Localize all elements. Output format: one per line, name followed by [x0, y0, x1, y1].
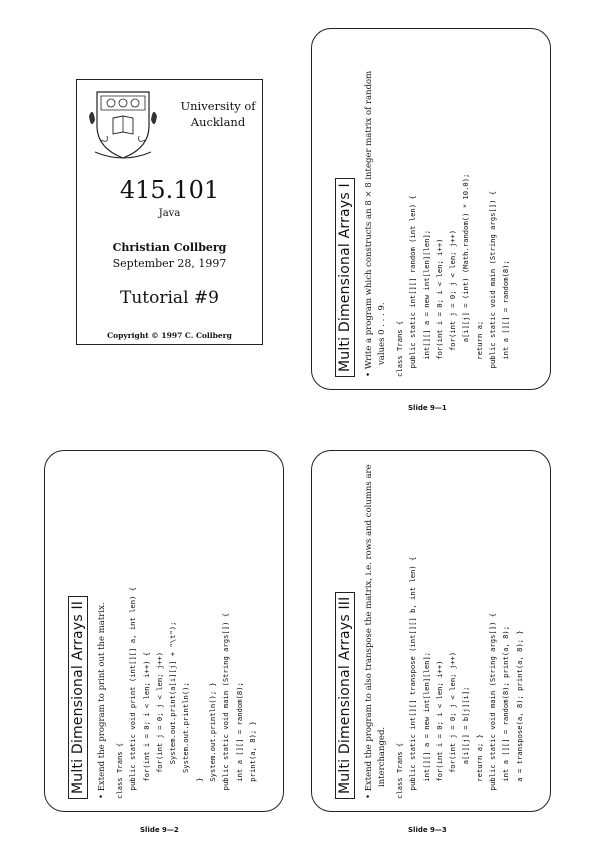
university-name: University of Auckland	[180, 99, 256, 129]
course-number: 415.101	[119, 176, 220, 204]
bullet-text: Extend the program to also transpose the matrix, i.e. rows and columns are interchanged.	[364, 464, 387, 792]
title-page	[76, 79, 263, 345]
slide-content-1	[334, 41, 513, 377]
slide-title: Multi Dimensional Arrays I	[335, 178, 355, 377]
slide-bullet: • Write a program which constructs an 8 × 8 integer matrix of random values 0 . . . 9.	[364, 70, 387, 377]
code-listing: class Trans { public static int[][] transpose (int[][] b, int len) { int[][] a = new int[len][len]; for(int i = 0; i < len; i++) for(int j = 0; j < len; j++) a[i][j] = b[j][i]; return a; } public static void main (String args[]) { int a [][] = random(8); print(a, 8); a = transpose(a, 8); print(a, 8); }	[395, 556, 524, 799]
slide-frame-2	[44, 450, 284, 812]
slide-content-3	[334, 463, 526, 799]
tutorial-title: Tutorial #9	[120, 288, 219, 308]
slide-caption-1: Slide 9—1	[408, 404, 447, 412]
slide-bullet: • Extend the program to also transpose the matrix, i.e. rows and columns are interchanged.	[364, 464, 387, 799]
slide-frame-3	[311, 450, 551, 812]
slide-content-2	[67, 463, 259, 799]
university-crest-icon	[87, 86, 159, 162]
bullet-text: Write a program which constructs an 8 × 8 integer matrix of random values 0 . . . 9.	[364, 70, 387, 370]
publication-date: September 28, 1997	[112, 257, 227, 270]
slide-caption-2: Slide 9—2	[140, 826, 179, 834]
course-language: Java	[158, 208, 181, 219]
slide-bullet: • Extend the program to print out the matrix.	[97, 602, 107, 799]
slide-caption-3: Slide 9—3	[408, 826, 447, 834]
copyright-notice: Copyright © 1997 C. Collberg	[107, 331, 232, 340]
code-listing: class Trans { public static void print (int[][] a, int len) { for(int i = 0; i < len; i++) { for(int j = 0; j < len; j++) System.out.print(a[i][j] + "\t"); System.out.println(); } System.out.println(); } public static void main (String args[]) { int a [][] = random(8); print(a, 8); }	[115, 586, 257, 799]
code-listing: class Trans { public static int[][] random (int len) { int[][] a = new int[len][len]; for(int i = 0; i < len; i++) for(int j = 0; j < len; j++) a[i][j] = (int) (Math.random() * 10.0); return a; public static void main (String args[]) { int a [][] = random(8);	[395, 173, 511, 377]
author-name: Christian Collberg	[112, 241, 227, 254]
slide-title: Multi Dimensional Arrays II	[68, 596, 88, 799]
bullet-text: Extend the program to print out the matrix.	[97, 602, 107, 792]
slide-frame-1	[311, 28, 551, 390]
slide-title: Multi Dimensional Arrays III	[335, 592, 355, 799]
